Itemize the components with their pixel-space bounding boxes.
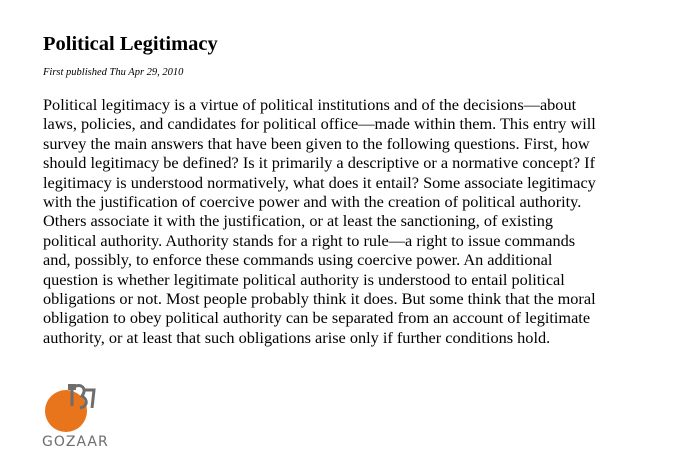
- gozaar-logo-text: GOZAAR: [42, 434, 109, 450]
- body-line: obligations or not. Most people probably think it does. But some think that the moral: [43, 289, 596, 309]
- body-line: question is whether legitimate political authority is understood to entail political: [43, 269, 565, 289]
- body-line: survey the main answers that have been given to the following questions. First, how: [43, 133, 590, 153]
- document-title: Political Legitimacy: [43, 33, 218, 55]
- body-line: Political legitimacy is a virtue of political institutions and of the decisions—about: [43, 95, 577, 114]
- body-line: laws, policies, and candidates for political office—made within them. This entry will: [43, 114, 596, 134]
- body-line: should legitimacy be defined? Is it primarily a descriptive or a normative concept? If: [43, 153, 596, 173]
- body-line: political authority. Authority stands for a right to rule—a right to issue commands: [43, 230, 576, 250]
- body-line: and, possibly, to enforce these commands using coercive power. An additional: [43, 250, 553, 270]
- body-line: with the justification of coercive power and with the creation of political authority.: [43, 192, 582, 212]
- body-line: legitimacy is understood normatively, what does it entail? Some associate legitimacy: [43, 172, 596, 192]
- body-paragraph: [43, 95, 693, 347]
- body-line: authority, or at least that such obligations arise only if further conditions hold.: [43, 327, 551, 347]
- publication-date: First published Thu Apr 29, 2010: [43, 67, 184, 78]
- body-line: obligation to obey political authority can be separated from an account of legitimate: [43, 308, 591, 328]
- body-line: Others associate it with the justification, or at least the sanctioning, of existing: [43, 211, 554, 231]
